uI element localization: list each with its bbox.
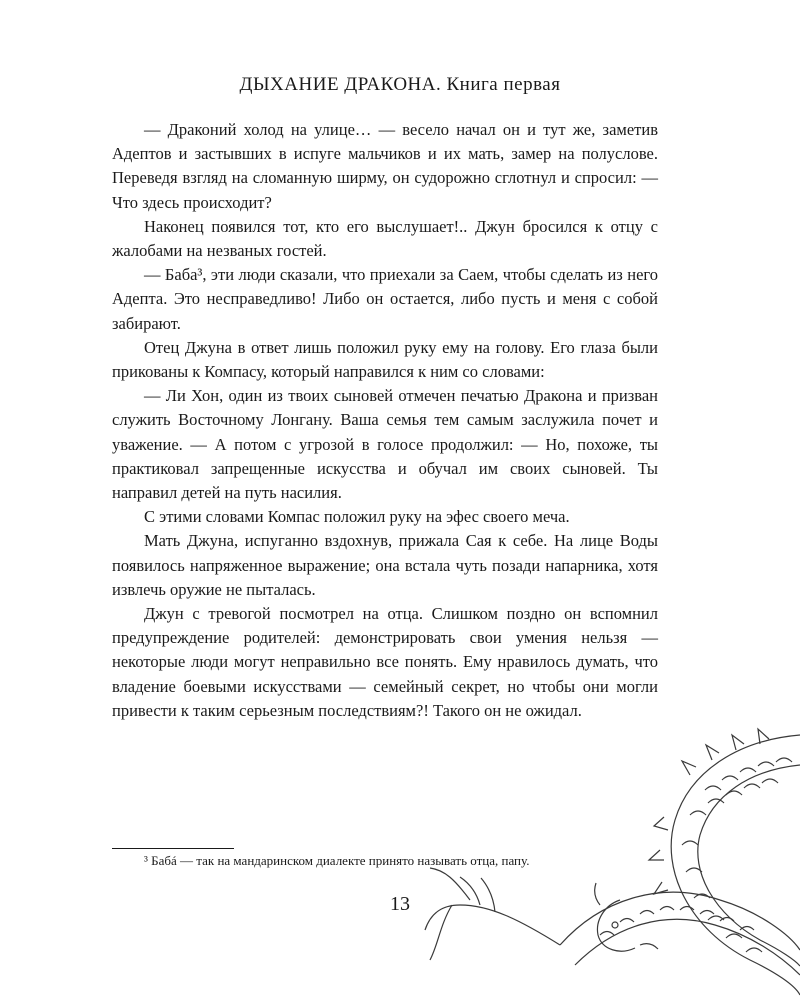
paragraph: Отец Джуна в ответ лишь положил руку ему на голову. Его глаза были прикованы к Компасу, который направился к ним со словами: [112,337,658,382]
footnote-divider [112,848,234,849]
body-text [112,118,658,723]
page-number: 13 [390,893,410,915]
paragraph: Наконец появился тот, кто его выслушает!.. Джун бросился к отцу с жалобами на незваных гостей. [112,216,658,261]
paragraph: Джун с тревогой посмотрел на отца. Слишком поздно он вспомнил предупреждение родителей: демонстрировать свои умения нельзя — некоторые люди могут неправильно все понять. Ему нравилось думать, что владение боевыми искусствами — семейный секрет, но чтобы они могли привести к таким серьезным последствиям?! Такого он не ожидал. [112,604,658,720]
paragraph: С этими словами Компас положил руку на эфес своего меча. [144,507,570,527]
paragraph: — Баба³, эти люди сказали, что приехали за Саем, чтобы сделать из него Адепта. Это несправедливо! Либо он остается, либо пусть и меня с собой забирают. [112,265,658,333]
paragraph: — Драконий холод на улице… — весело начал он и тут же, заметив Адептов и застывших в испуге мальчиков и их мать, замер на полуслове. Переведя взгляд на сломанную ширму, он судорожно сглотнул и спросил: — Что здесь происходит? [112,120,658,212]
footnote: ³ Бабá — так на мандаринском диалекте принято называть отца, папу. [144,853,530,868]
paragraph: Мать Джуна, испуганно вздохнув, прижала Сая к себе. На лице Воды появилось напряженное выражение; она встала чуть позади напарника, хотя извлечь оружие не пыталась. [112,531,658,599]
running-head: ДЫХАНИЕ ДРАКОНА. Книга первая [239,74,561,95]
paragraph: — Ли Хон, один из твоих сыновей отмечен печатью Дракона и призван служить Восточному Лонгану. Ваша семья тем самым заслужила почет и уважение. — А потом с угрозой в голосе продолжил: — Но, похоже, ты практиковал запрещенные искусства и обучал им своих сыновей. Ты направил детей на путь насилия. [112,386,658,503]
